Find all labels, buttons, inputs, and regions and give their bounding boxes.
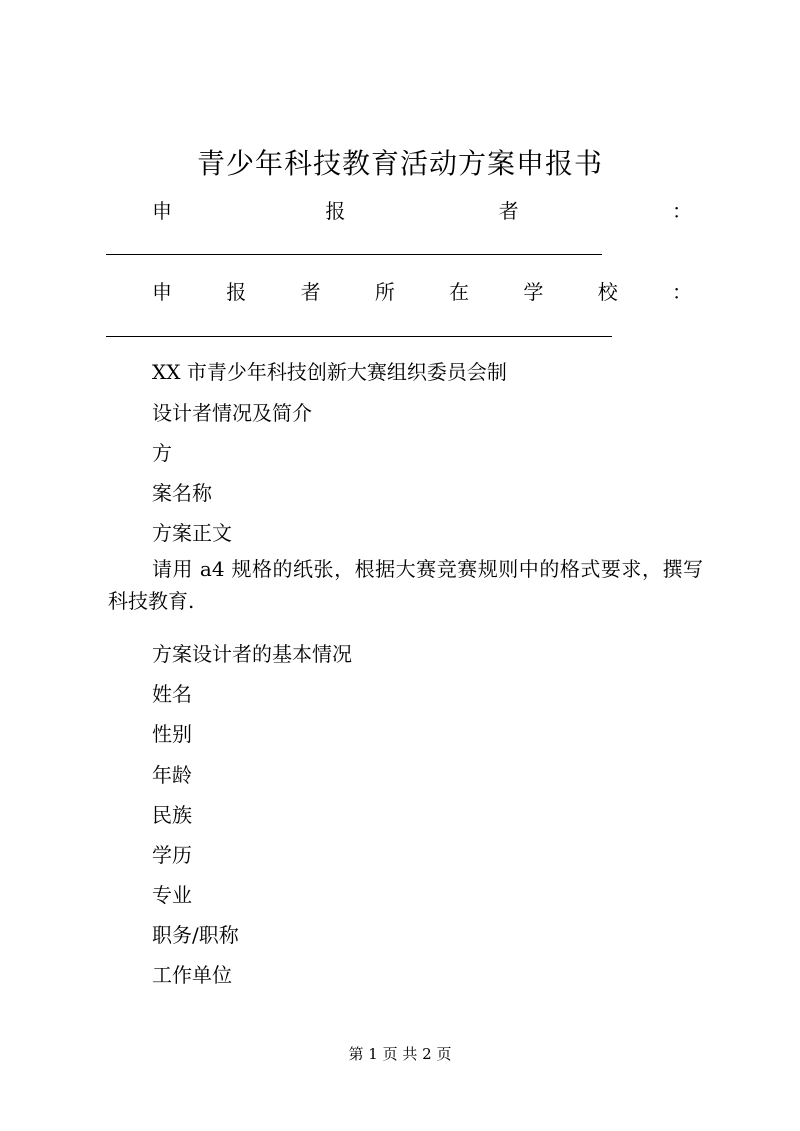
- applicant-char: 报: [325, 199, 346, 223]
- school-char: 者: [300, 280, 321, 304]
- page-footer: 第 1 页 共 2 页: [348, 1045, 452, 1063]
- applicant-blank-line: [106, 254, 602, 255]
- school-char: 报: [226, 280, 247, 304]
- school-char: 申: [152, 280, 172, 304]
- school-blank-line: [106, 336, 612, 337]
- instruction-paragraph: 请用 a4 规格的纸张，根据大赛竞赛规则中的格式要求，撰写科技教育.: [108, 557, 703, 613]
- field-work-unit: 工作单位: [152, 963, 232, 987]
- organizer-line: XX 市青少年科技创新大赛组织委员会制: [152, 360, 507, 384]
- section-heading-designer-intro: 设计者情况及简介: [152, 401, 312, 425]
- applicant-char: ：: [671, 199, 692, 223]
- field-ethnicity: 民族: [152, 803, 192, 827]
- field-major: 专业: [152, 883, 192, 907]
- text-line: 方: [152, 441, 172, 465]
- school-label: [152, 276, 692, 305]
- school-char: ：: [671, 280, 692, 304]
- field-age: 年龄: [152, 763, 192, 787]
- document-title: 青少年科技教育活动方案申报书: [196, 147, 603, 180]
- school-char: 校: [597, 280, 618, 304]
- field-position-title: 职务/职称: [152, 923, 239, 947]
- field-education: 学历: [152, 843, 192, 867]
- applicant-char: 申: [152, 199, 172, 223]
- school-char: 所: [374, 280, 395, 304]
- school-char: 学: [523, 280, 544, 304]
- applicant-label: [152, 195, 692, 224]
- section-heading-plan-body: 方案正文: [152, 521, 232, 545]
- text-line-plan-name: 案名称: [152, 481, 212, 505]
- section-heading-basic-info: 方案设计者的基本情况: [152, 642, 352, 666]
- applicant-char: 者: [498, 199, 519, 223]
- field-name: 姓名: [152, 682, 192, 706]
- field-gender: 性别: [152, 722, 192, 746]
- school-char: 在: [449, 280, 470, 304]
